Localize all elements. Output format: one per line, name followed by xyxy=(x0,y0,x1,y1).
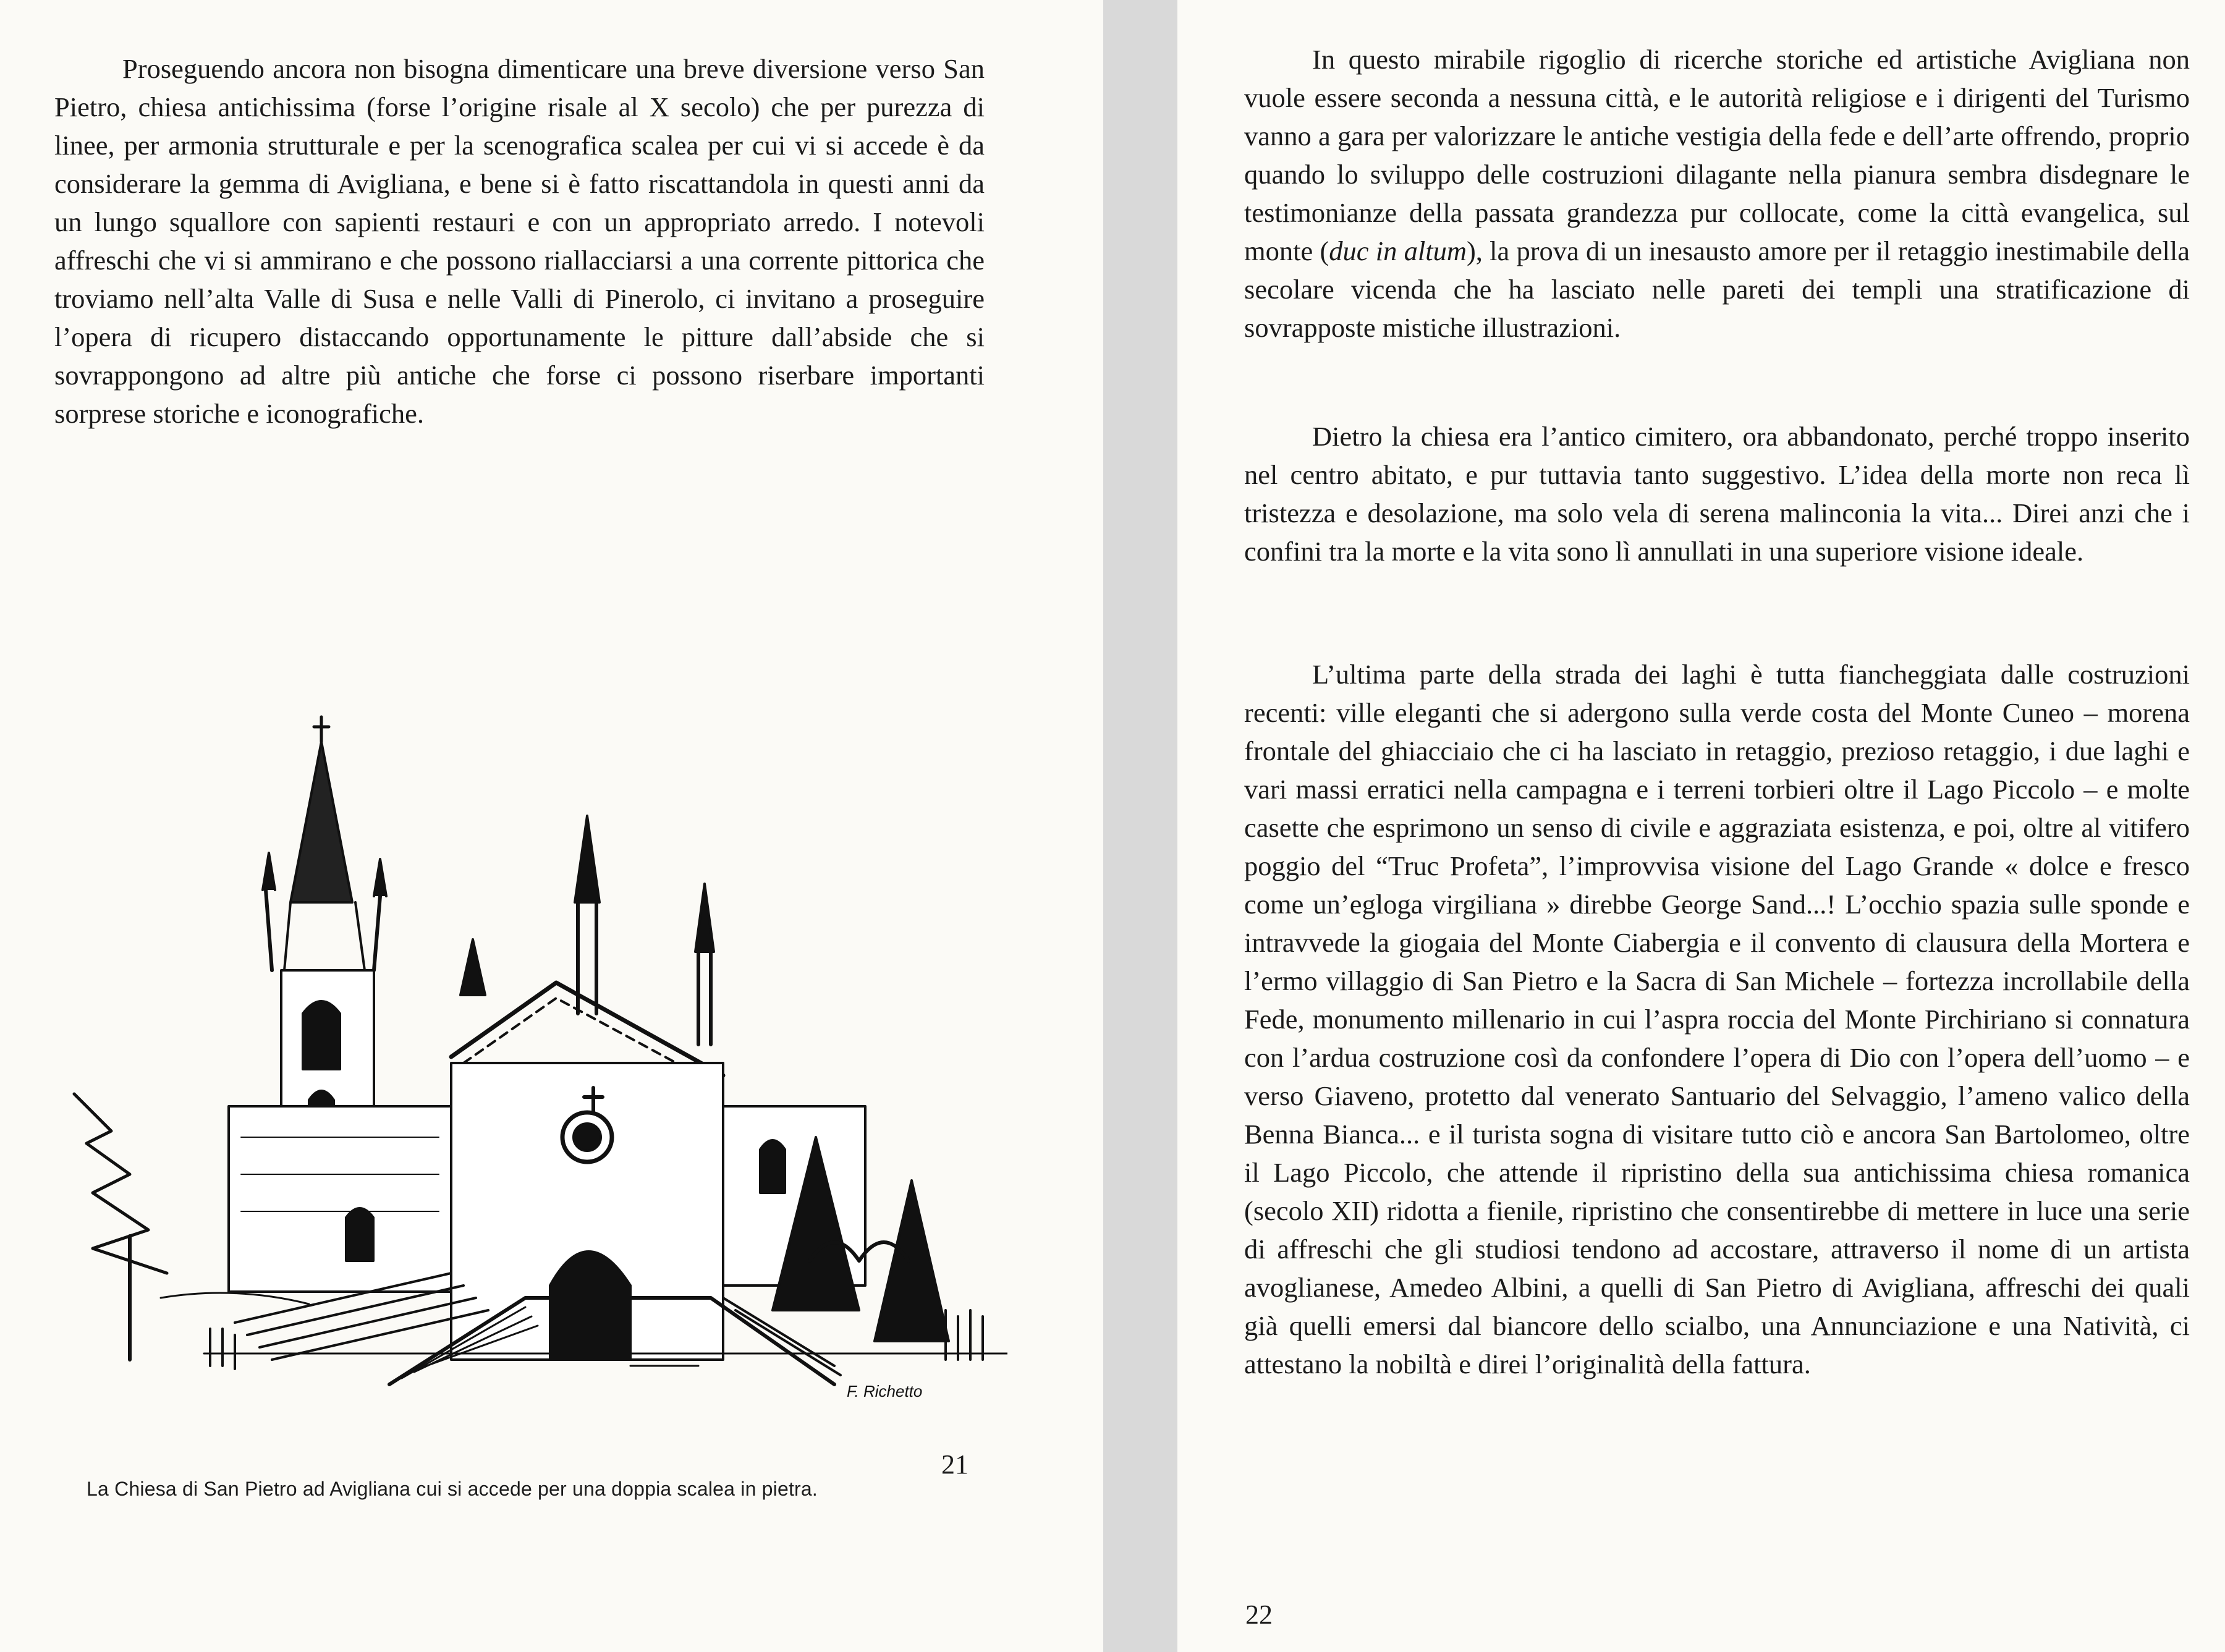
page-number-22: 22 xyxy=(1245,1599,1273,1630)
illustration-signature: F. Richetto xyxy=(847,1382,923,1400)
page-number-21: 21 xyxy=(941,1449,968,1480)
right-paragraph-3: L’ultima parte della strada dei laghi è tutta fiancheggiata dalle costruzioni recenti: ville eleganti che si adergono sulla verde costa del Monte Cuneo – morena frontale del ghiacciaio che ci ha lasciato in retaggio, prezioso retaggio, i due laghi e vari massi erratici nella campagna e i terreni torbieri oltre il Lago Piccolo – e molte casette che esprimono un senso di civile e aggraziata esistenza, e poi, oltre al vitifero poggio del “Truc Profeta”, l’improvvisa visione del Lago Grande « dolce e fresco come un’egloga virgiliana » direbbe George Sand...! L’occhio spazia sulle sponde e intravvede la giogaia del Monte Ciabergia e il convento di clausura della Mortera e l’ermo villaggio di San Pietro e la Sacra di San Michele – fortezza incrollabile della Fede, monumento millenario in cui l’aspra roccia del Monte Pirchiriano si connatura con l’ardua costruzione così da confondere l’opera di Dio con l’opera dell’uomo – e verso Giaveno, protetto dal venerato Santuario del Selvaggio, l’ameno valico della Benna Bianca... e il turista sogna di visitare tutto ciò e ancora San Bartolomeo, oltre il Lago Piccolo, che attende il ripristino della sua antichissima chiesa romanica (secolo XII) ridotta a fienile, ripristino che consentirebbe di mettere in luce una serie di affreschi che gli studiosi tendono ad accostare, attraverso il nome di un artista avoglianese, Amedeo Albini, a quelli di San Pietro di Avigliana, affreschi dei quali già quelli emersi dal biancore dello scialbo, una Annunciazione e una Natività, ci attestano la nobiltà e direi l’originalità della fattura. xyxy=(1244,659,2190,1379)
latin-quote: duc in altum xyxy=(1329,235,1467,266)
right-paragraph-1: In questo mirabile rigoglio di ricerche storiche ed artistiche Avigliana non vuole essere seconda a nessuna città, e le autorità religiose e i dirigenti del Turismo vanno a gara per valorizzare le antiche vestigia della fede e dell’arte offrendo, proprio quando lo sviluppo delle costruzioni dilagante nella pianura sembra disdegnare le testimonianze della passata grandezza pur collocate, come la città evangelica, sul monte (duc in altum), la prova di un inesausto amore per il retaggio inestimabile della secolare vicenda che ha lasciato nelle pareti dei templi una stratificazione di sovrapposte mistiche illustrazioni. xyxy=(1244,44,2190,343)
illustration-caption: La Chiesa di San Pietro ad Avigliana cui si accede per una doppia scalea in pietra. xyxy=(87,1478,818,1500)
left-page xyxy=(0,0,1103,1652)
right-paragraph-2: Dietro la chiesa era l’antico cimitero, ora abbandonato, perché troppo inserito nel centro abitato, e pur tuttavia tanto suggestivo. L’idea della morte non reca lì tristezza e desolazione, ma solo vela di serena malinconia la vita... Direi anzi che i confini tra la morte e la vita sono lì annullati in una superiore visione ideale. xyxy=(1244,421,2190,567)
left-paragraph: Proseguendo ancora non bisogna dimenticare una breve diversione verso San Pietro, chiesa antichissima (forse l’origine risale al X secolo) che per purezza di linee, per armonia strutturale e per la scenografica scalea per cui vi si accede è da considerare la gemma di Avigliana, e bene si è fatto riscattandola in questi anni da un lungo squallore con sapienti restauri e con un appropriato arredo. I notevoli affreschi che vi si ammirano e che possono riallacciarsi a una corrente pittorica che troviamo nell’alta Valle di Susa e nelle Valli di Pinerolo, ci invitano a proseguire l’opera di ricupero distaccando opportunamente le pitture dall’abside che si sovrappongono ad altre più antiche che forse ci possono riserbare importanti sorprese storiche e iconografiche. xyxy=(54,53,985,429)
right-page xyxy=(1177,0,2225,1652)
church-illustration xyxy=(19,705,1007,1440)
